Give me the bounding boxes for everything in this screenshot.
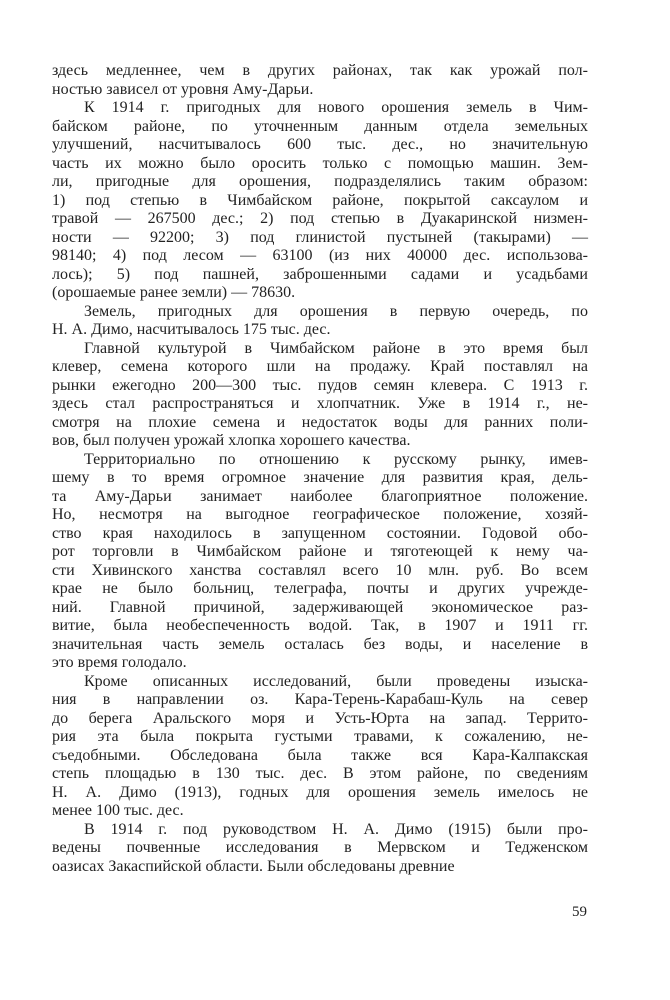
paragraph — [52, 99, 588, 303]
text-line: рия эта была покрыта густыми травами, к сожалению, не- — [52, 728, 588, 745]
text-line: оазисах Закаспийской области. Были обследованы древние — [52, 857, 455, 875]
text-line: Земель, пригодных для орошения в первую очередь, по — [84, 302, 588, 320]
paragraph — [52, 451, 588, 673]
paragraph — [52, 303, 588, 340]
text-line: съедобными. Обследована была также вся Кара-Калпакская — [52, 746, 588, 764]
text-line: Территориально по отношению к русскому рынку, имев- — [84, 450, 588, 468]
text-line: рынки ежегодно 200—300 тыс. пудов семян клевера. С 1913 г. — [52, 376, 588, 394]
text-line: В 1914 г. под руководством Н. А. Димо (1915) были про- — [84, 820, 588, 838]
text-line: витие, была необеспеченность водой. Так, в 1907 и 1911 гг. — [52, 617, 588, 634]
paragraph — [52, 821, 588, 877]
text-line: до берега Аральского моря и Усть-Юрта на запад. Террито- — [52, 709, 588, 727]
text-line: ведены почвенные исследования в Мервском и Тедженском — [52, 839, 588, 856]
text-line: ний. Главной причиной, задерживающей экономическое раз- — [52, 598, 588, 616]
text-line: смотря на плохие семена и недостаток воды для ранних поли- — [52, 413, 588, 431]
text-line: крае не было больниц, телеграфа, почты и других учрежде- — [52, 580, 588, 597]
text-line: шему в то время огромное значение для развития края, дель- — [52, 469, 588, 486]
text-line: сти Хивинского ханства составлял всего 10 млн. руб. Во всем — [52, 561, 588, 579]
text-line: ство края находилось в запущенном состоянии. Годовой обо- — [52, 524, 588, 542]
text-line: ности — 92200; 3) под глинистой пустыней (такырами) — — [52, 228, 588, 246]
paragraph — [52, 340, 588, 451]
text-line: 98140; 4) под лесом — 63100 (из них 40000 дес. использова- — [52, 247, 588, 264]
text-line: это время голодало. — [52, 654, 187, 671]
text-line: травой — 267500 дес.; 2) под степью в Дуакаринской низмен- — [52, 210, 588, 227]
text-line: клевер, семена которого шли на продажу. Край поставлял на — [52, 358, 588, 375]
text-line: здесь медленнее, чем в других районах, так как урожай пол- — [52, 62, 588, 79]
text-line: Н. А. Димо (1913), годных для орошения земель имелось не — [52, 783, 588, 801]
text-line: ния в направлении оз. Кара-Терень-Карабаш-Куль на север — [52, 691, 588, 708]
text-line: та Аму-Дарьи занимает наиболее благоприятное положение. — [52, 487, 588, 505]
text-line: здесь стал распространяться и хлопчатник. Уже в 1914 г., не- — [52, 395, 588, 412]
text-line: улучшений, насчитывалось 600 тыс. дес., но значительную — [52, 136, 588, 153]
text-line: ностью зависел от уровня Аму-Дарьи. — [52, 80, 314, 98]
page-number: 59 — [572, 904, 587, 920]
page-text — [52, 62, 588, 876]
text-line: Но, несмотря на выгодное географическое положение, хозяй- — [52, 506, 588, 523]
text-line: К 1914 г. пригодных для нового орошения земель в Чим- — [84, 99, 588, 116]
text-line: 1) под степью в Чимбайском районе, покрытой саксаулом и — [52, 191, 588, 209]
text-line: лось); 5) под пашней, заброшенными садами и усадьбами — [52, 265, 588, 283]
text-line: (орошаемые ранее земли) — 78630. — [52, 284, 296, 301]
text-line: вов, был получен урожай хлопка хорошего качества. — [52, 432, 411, 449]
text-line: степь площадью в 130 тыс. дес. В этом районе, по сведениям — [52, 765, 588, 782]
text-line: Н. А. Димо, насчитывалось 175 тыс. дес. — [52, 321, 331, 338]
text-line: значительная часть земель осталась без воды, и население в — [52, 635, 588, 653]
text-line: байском районе, по уточненным данным отдела земельных — [52, 117, 588, 135]
paragraph — [52, 62, 588, 99]
text-line: ли, пригодные для орошения, подразделялись таким образом: — [52, 173, 588, 190]
text-line: часть их можно было оросить только с помощью машин. Зем- — [52, 154, 588, 172]
paragraph — [52, 673, 588, 821]
text-line: менее 100 тыс. дес. — [52, 802, 184, 819]
text-line: Главной культурой в Чимбайском районе в это время был — [84, 339, 588, 357]
text-line: Кроме описанных исследований, были проведены изыска- — [84, 672, 588, 690]
text-line: рот торговли в Чимбайском районе и тяготеющей к нему ча- — [52, 543, 588, 560]
